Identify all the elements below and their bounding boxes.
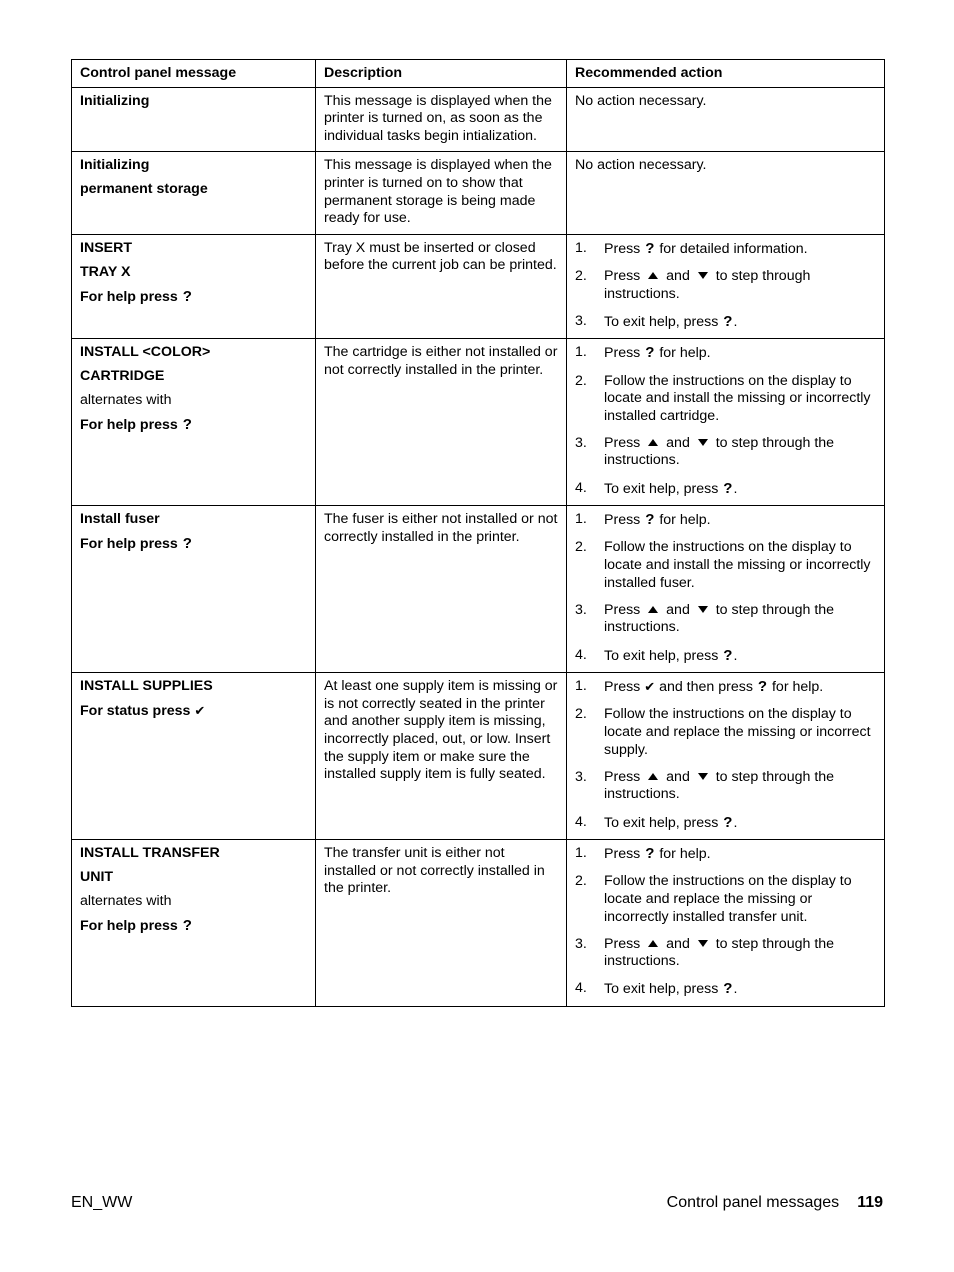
message-line xyxy=(80,678,308,696)
action-step xyxy=(575,539,877,592)
message-line xyxy=(80,344,308,362)
step-text-part: for help. xyxy=(655,512,711,529)
action-step xyxy=(575,480,877,499)
step-number: 2. xyxy=(575,267,587,284)
step-number: 1. xyxy=(575,344,587,361)
question-mark-icon: ? xyxy=(645,511,655,529)
step-text-part: and then press xyxy=(655,679,757,696)
step-text-part: Press xyxy=(604,512,645,529)
step-text-part: and xyxy=(662,434,694,451)
table-row xyxy=(72,87,885,152)
description-cell: Tray X must be inserted or closed before the current job can be printed. xyxy=(316,234,567,339)
step-text-part: To exit help, press xyxy=(604,981,723,998)
message-text: UNIT xyxy=(80,869,114,886)
step-number: 3. xyxy=(575,935,587,952)
question-mark-icon: ? xyxy=(182,416,192,434)
action-step xyxy=(575,769,877,804)
step-text xyxy=(604,602,877,637)
step-text-part: for help. xyxy=(655,345,711,362)
step-text xyxy=(604,373,877,426)
step-text-part: Follow the instructions on the display to locate and install the missing or incorrectly installed cartridge. xyxy=(604,372,871,424)
step-text-part: to step through the instructions. xyxy=(604,935,835,970)
message-text: alternates with xyxy=(80,893,172,910)
column-header-description: Description xyxy=(316,60,567,88)
step-text xyxy=(604,769,877,804)
action-step xyxy=(575,845,877,864)
step-number: 4. xyxy=(575,646,587,663)
down-arrow-icon xyxy=(698,439,708,446)
step-text xyxy=(604,539,877,592)
footer-locale: EN_WW xyxy=(71,1194,133,1211)
step-text xyxy=(604,845,877,864)
step-number: 2. xyxy=(575,706,587,723)
step-text-part: to step through the instructions. xyxy=(604,434,835,469)
step-number: 1. xyxy=(575,511,587,528)
step-text-part: . xyxy=(733,313,738,330)
up-arrow-icon xyxy=(648,940,658,947)
message-text: For status press xyxy=(80,703,191,720)
table-header-row xyxy=(72,60,885,88)
message-line xyxy=(80,917,308,936)
step-text-part: for help. xyxy=(768,679,824,696)
message-line xyxy=(80,93,308,111)
down-arrow-icon xyxy=(698,606,708,613)
message-line xyxy=(80,893,308,911)
step-text xyxy=(604,678,877,697)
action-cell xyxy=(567,840,885,1007)
action-step xyxy=(575,873,877,926)
step-text xyxy=(604,936,877,971)
step-number: 1. xyxy=(575,239,587,256)
message-cell xyxy=(72,87,316,152)
step-number: 4. xyxy=(575,813,587,830)
action-step xyxy=(575,706,877,759)
column-header-message: Control panel message xyxy=(72,60,316,88)
message-cell xyxy=(72,673,316,840)
step-text-part: Press xyxy=(604,267,645,284)
action-cell: No action necessary. xyxy=(567,152,885,234)
step-text xyxy=(604,980,877,999)
table-row xyxy=(72,840,885,1007)
step-text xyxy=(604,480,877,499)
message-text: For help press xyxy=(80,918,178,935)
down-arrow-icon xyxy=(698,272,708,279)
step-number: 2. xyxy=(575,873,587,890)
action-cell xyxy=(567,673,885,840)
up-arrow-icon xyxy=(648,606,658,613)
action-step xyxy=(575,647,877,666)
step-number: 3. xyxy=(575,768,587,785)
message-cell xyxy=(72,152,316,234)
step-text-part: and xyxy=(662,935,694,952)
step-number: 2. xyxy=(575,539,587,556)
control-panel-messages-table xyxy=(71,59,885,1007)
step-number: 4. xyxy=(575,479,587,496)
action-step xyxy=(575,373,877,426)
table-row xyxy=(72,506,885,673)
step-text xyxy=(604,313,877,332)
message-line xyxy=(80,702,308,721)
message-cell xyxy=(72,840,316,1007)
question-mark-icon: ? xyxy=(182,535,192,553)
action-step xyxy=(575,344,877,363)
message-line xyxy=(80,392,308,410)
step-number: 3. xyxy=(575,434,587,451)
down-arrow-icon xyxy=(698,773,708,780)
question-mark-icon: ? xyxy=(723,813,733,831)
description-cell: This message is displayed when the printer is turned on, as soon as the individual tasks begin intialization. xyxy=(316,87,567,152)
step-text-part: To exit help, press xyxy=(604,814,723,831)
footer-section-title: Control panel messages xyxy=(666,1194,840,1211)
action-cell xyxy=(567,339,885,506)
question-mark-icon: ? xyxy=(645,845,655,863)
message-text: Initializing xyxy=(80,157,150,174)
step-text-part: Press xyxy=(604,846,645,863)
step-text-part: To exit help, press xyxy=(604,313,723,330)
step-number: 4. xyxy=(575,980,587,997)
message-line xyxy=(80,240,308,258)
question-mark-icon: ? xyxy=(723,980,733,998)
page-number: 119 xyxy=(857,1194,883,1211)
step-number: 1. xyxy=(575,678,587,695)
message-cell xyxy=(72,234,316,339)
action-cell xyxy=(567,234,885,339)
question-mark-icon: ? xyxy=(645,344,655,362)
message-line xyxy=(80,181,308,199)
step-text-part: Press xyxy=(604,601,645,618)
action-step xyxy=(575,814,877,833)
action-step xyxy=(575,511,877,530)
step-text xyxy=(604,344,877,363)
message-text: CARTRIDGE xyxy=(80,368,165,385)
action-cell xyxy=(567,506,885,673)
step-text-part: Press xyxy=(604,345,645,362)
message-cell xyxy=(72,506,316,673)
question-mark-icon: ? xyxy=(723,479,733,497)
action-step xyxy=(575,268,877,303)
step-text-part: To exit help, press xyxy=(604,647,723,664)
table-row xyxy=(72,152,885,234)
action-steps xyxy=(575,511,877,665)
message-text: Initializing xyxy=(80,92,150,109)
step-text-part: . xyxy=(733,647,738,664)
checkmark-icon: ✔ xyxy=(194,703,206,719)
message-text: permanent storage xyxy=(80,181,208,198)
description-cell: The cartridge is either not installed or not correctly installed in the printer. xyxy=(316,339,567,506)
question-mark-icon: ? xyxy=(182,287,192,305)
step-text xyxy=(604,647,877,666)
question-mark-icon: ? xyxy=(723,312,733,330)
action-steps xyxy=(575,845,877,999)
step-number: 3. xyxy=(575,312,587,329)
step-text-part: Follow the instructions on the display to locate and replace the missing or incorrect supply. xyxy=(604,706,871,758)
message-line xyxy=(80,535,308,554)
action-cell: No action necessary. xyxy=(567,87,885,152)
up-arrow-icon xyxy=(648,439,658,446)
message-line xyxy=(80,511,308,529)
question-mark-icon: ? xyxy=(182,917,192,935)
message-text: INSTALL TRANSFER xyxy=(80,845,220,862)
step-text-part: for detailed information. xyxy=(655,240,808,257)
message-text: INSTALL SUPPLIES xyxy=(80,678,213,695)
action-step xyxy=(575,936,877,971)
step-text-part: and xyxy=(662,267,694,284)
column-header-action: Recommended action xyxy=(567,60,885,88)
description-cell: The fuser is either not installed or not correctly installed in the printer. xyxy=(316,506,567,673)
step-text-part: Press xyxy=(604,240,645,257)
checkmark-icon: ✔ xyxy=(644,679,656,695)
table-row xyxy=(72,673,885,840)
step-number: 1. xyxy=(575,845,587,862)
step-text xyxy=(604,706,877,759)
message-text: For help press xyxy=(80,536,178,553)
action-step xyxy=(575,313,877,332)
action-steps xyxy=(575,344,877,498)
message-text: INSERT xyxy=(80,239,133,256)
message-line xyxy=(80,845,308,863)
table-body xyxy=(72,87,885,1006)
step-text xyxy=(604,511,877,530)
step-text-part: Follow the instructions on the display to locate and replace the missing or incorrectly installed transfer unit. xyxy=(604,873,852,925)
up-arrow-icon xyxy=(648,272,658,279)
step-text-part: Press xyxy=(604,768,645,785)
step-text-part: for help. xyxy=(655,846,711,863)
table-row xyxy=(72,234,885,339)
step-text-part: to step through instructions. xyxy=(604,267,811,302)
step-text-part: to step through the instructions. xyxy=(604,601,835,636)
action-step xyxy=(575,240,877,259)
table-row xyxy=(72,339,885,506)
description-cell: This message is displayed when the printer is turned on to show that permanent storage is being made ready for use. xyxy=(316,152,567,234)
step-text-part: to step through the instructions. xyxy=(604,768,835,803)
step-text xyxy=(604,873,877,926)
step-number: 2. xyxy=(575,372,587,389)
message-text: TRAY X xyxy=(80,263,131,280)
message-line xyxy=(80,264,308,282)
step-text xyxy=(604,268,877,303)
message-text: For help press xyxy=(80,417,178,434)
question-mark-icon: ? xyxy=(645,239,655,257)
up-arrow-icon xyxy=(648,773,658,780)
step-text-part: Press xyxy=(604,679,645,696)
description-cell: At least one supply item is missing or is not correctly seated in the printer and another supply item is missing, incorrectly placed, out, or low. Insert the supply item or make sure the installed supply item is fully seated. xyxy=(316,673,567,840)
action-step xyxy=(575,435,877,470)
step-text-part: . xyxy=(733,814,738,831)
step-text xyxy=(604,435,877,470)
step-text-part: and xyxy=(662,768,694,785)
action-step xyxy=(575,980,877,999)
step-text-part: Follow the instructions on the display to locate and install the missing or incorrectly installed fuser. xyxy=(604,539,871,591)
step-number: 3. xyxy=(575,601,587,618)
message-text: Install fuser xyxy=(80,511,160,528)
action-steps xyxy=(575,678,877,832)
step-text-part: and xyxy=(662,601,694,618)
step-text-part: . xyxy=(733,480,738,497)
message-line xyxy=(80,368,308,386)
message-line xyxy=(80,157,308,175)
message-line xyxy=(80,416,308,435)
message-text: INSTALL <COLOR> xyxy=(80,344,211,361)
question-mark-icon: ? xyxy=(757,678,768,696)
description-cell: The transfer unit is either not installed or not correctly installed in the printer. xyxy=(316,840,567,1007)
action-steps xyxy=(575,240,877,332)
action-step xyxy=(575,678,877,697)
step-text-part: To exit help, press xyxy=(604,480,723,497)
question-mark-icon: ? xyxy=(723,646,733,664)
message-text: alternates with xyxy=(80,392,172,409)
action-step xyxy=(575,602,877,637)
down-arrow-icon xyxy=(698,940,708,947)
step-text-part: . xyxy=(733,981,738,998)
message-line xyxy=(80,869,308,887)
message-line xyxy=(80,288,308,307)
footer-right xyxy=(667,1194,883,1212)
step-text-part: Press xyxy=(604,935,645,952)
step-text-part: Press xyxy=(604,434,645,451)
message-cell xyxy=(72,339,316,506)
message-text: For help press xyxy=(80,288,178,305)
step-text xyxy=(604,814,877,833)
step-text xyxy=(604,240,877,259)
